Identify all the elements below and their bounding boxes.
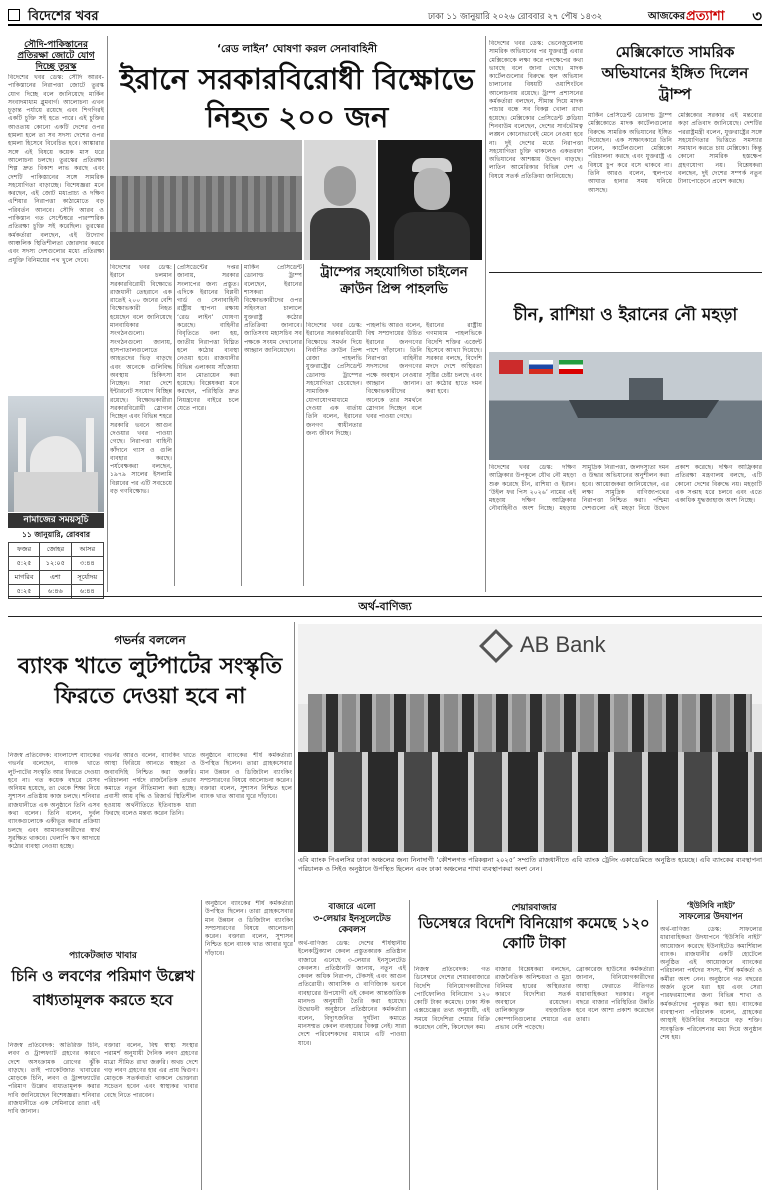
venezuela-body: বিদেশের খবর ডেস্ক: ভেনেজুয়েলায় সামরিক অভিযানের পর যুক্তরাষ্ট্র এবার মেক্সিকোকে লক্ষ্য করে পদক্ষেপের কথা ভাবছে বলে জানা গেছে। মাদক কার্টেলগুলোর বিরুদ্ধে স্থল অভিযান চালানোর বিষয়টি ওয়াশিংটনে আলোচনায় রয়েছে। ট্রাম্প প্রশাসনের কর্মকর্তারা বলছেন, সীমান্ত দিয়ে মাদক পাচার বন্ধে সব বিকল্প খোলা রাখা হয়েছে। মেক্সিকোর প্রেসিডেন্ট ক্লডিয়া শিনবাউম বলেছেন, দেশের সার্বভৌমত্ব লঙ্ঘন কোনোভাবেই মেনে নেওয়া হবে না। দুই দেশের মধ্যে নিরাপত্তা সহযোগিতা চুক্তি থাকলেও একতরফা অভিযানের আশঙ্কায় উদ্বেগ বাড়ছে। লাতিন আমেরিকার বিভিন্ন দেশ এ বিষয়ে সতর্ক প্রতিক্রিয়া জানিয়েছে।: [489, 40, 583, 180]
group-people-front: [298, 752, 762, 852]
paper-logo: প্রত্যাশা: [686, 9, 725, 24]
pahlavi-body-col1: বিদেশের খবর ডেস্ক: ইরানের সরকারবিরোধী বিক্ষোভে সমর্থন দিয়ে নির্বাসিত ক্রাউন প্রিন্স রেজা পাহলভি যুক্তরাষ্ট্রের প্রেসিডেন্ট ডোনাল্ড ট্রাম্পের সহযোগিতা চেয়েছেন। সামাজিক যোগাযোগমাধ্যমে দেওয়া এক বার্তায় তিনি বলেন, ইরানের জনগণ স্বাধীনতার জন্য জীবন দিচ্ছে।: [306, 322, 362, 437]
ucb-headline: সাফল্যের উদযাপন: [679, 912, 743, 922]
salt-kicker: প্যাকেটজাত খাবার: [69, 951, 137, 961]
prayer-row: [9, 557, 104, 571]
column-divider: [241, 264, 242, 586]
flag-russia: [529, 360, 553, 374]
pahlavi-photo: [304, 140, 376, 260]
group-people-back: [308, 694, 752, 754]
soldiers-ground: [110, 232, 302, 260]
prayer-cell: ৬:৪৬: [40, 585, 71, 599]
bank-body-col3: অনুষ্ঠানে ব্যাংকের শীর্ষ কর্মকর্তারা উপস্থিত ছিলেন। তারা গ্রাহকসেবার মান উন্নয়ন ও ডিজিটাল ব্যাংকিং সম্প্রসারণের বিষয়ে আলোচনা করেন। বক্তারা বলেন, সুশাসন নিশ্চিত হলে ব্যাংক খাত আবার ঘুরে দাঁড়াবে।: [200, 752, 292, 801]
salt-body-col2: বক্তারা বলেন, বিশ্ব স্বাস্থ্য সংস্থার পরামর্শ অনুযায়ী দৈনিক লবণ গ্রহণের মাত্রা সীমিত রাখা জরুরি। অথচ দেশে গড় লবণ গ্রহণের হার এর প্রায় দ্বিগুণ। মোড়কে সতর্কবার্তা থাকলে ভোক্তারা সচেতন হবেন এবং স্বাস্থ্যকর খাবার বেছে নিতে পারবেন।: [104, 1042, 198, 1099]
paper-prefix: আজকের: [648, 11, 686, 22]
column-divider: [294, 622, 295, 942]
section-title: বিদেশের খবর: [28, 9, 99, 24]
prayer-date: ১১ জানুয়ারি, রোববার: [21, 530, 91, 539]
prayer-table: [8, 542, 104, 599]
trump-suit: [394, 212, 470, 260]
pahlavi-headline: ট্রাম্পের সহযোগিতা চাইলেন ক্রাউন প্রিন্স পাহলভি: [320, 265, 468, 297]
pahlavi-face: [324, 166, 356, 206]
economy-section-label: অর্থ-বাণিজ্য: [358, 600, 412, 613]
pahlavi-body-col2: পাহলভি আরও বলেন, বিশ্ব সম্প্রদায়ের উচিত ইরানের জনগণের পাশে দাঁড়ানো। তিনি নিরাপত্তা বাহিনীর সদস্যদের জনগণের পক্ষে অবস্থান নেওয়ার আহ্বান জানান। বিক্ষোভকারীদের অনেকে তার সমর্থনে স্লোগান দিচ্ছেন বলে খবর পাওয়া গেছে।: [366, 322, 422, 421]
pahlavi-body-col3: ইরানের রাষ্ট্রীয় গণমাধ্যম পাহলভিকে বিদেশি শক্তির এজেন্ট হিসেবে আখ্যা দিয়েছে। সরকার বলছে, বিদেশি মদদে দেশে অস্থিরতা সৃষ্টির চেষ্টা চলছে এবং তা কঠোর হাতে দমন করা হবে।: [426, 322, 482, 396]
prayer-cell: ১২:০৫: [40, 557, 71, 571]
saudi-headline: সৌদি-পাকিস্তানের প্রতিরক্ষা জোটে যোগ দিচ্ছে তুরস্ক: [17, 40, 95, 72]
section-rule: [8, 596, 762, 597]
ab-bank-caption: এবি ব্যাংক পিএলসির ঢাকা অঞ্চলের জন্য নিনাদাগী ‘কৌশলগত পরিকল্পনা ২০২৫’ সম্প্রতি রাজধানীতে এবি ব্যাংক ট্রেনিং একাডেমিতে অনুষ্ঠিত হয়েছে। এবি ব্যাংকের ব্যবস্থাপনা পরিচালক ও সিইও অনুষ্ঠানে উপস্থিত ছিলেন এবং ঢাকা অঞ্চলের শাখা ব্যবস্থাপকরা অংশ নেন।: [298, 856, 762, 873]
prayer-cell: আসর: [71, 543, 103, 557]
trump-face: [414, 168, 450, 210]
salt-body-col1: নিজস্ব প্রতিবেদক: অতিরিক্ত চিনি, লবণ ও ট্রান্সফ্যাট গ্রহণের কারণে দেশে অসংক্রামক রোগের ঝুঁকি বাড়ছে। তাই প্যাকেটজাত খাবারের মোড়কে চিনি, লবণ ও ট্রান্সফ্যাটের পরিমাণ উল্লেখ বাধ্যতামূলক করার দাবি জানিয়েছেন বিশেষজ্ঞরা। শনিবার রাজধানীতে এক সেমিনারে তারা এই দাবি জানান।: [8, 1042, 100, 1116]
salt-headline: চিনি ও লবণের পরিমাণ উল্লেখ বাধ্যতামূলক করতে হবে: [11, 967, 195, 1009]
iran-kicker: ‘রেড লাইন’ ঘোষণা করল সেনাবাহিনী: [216, 43, 378, 55]
pahlavi-suit: [310, 208, 370, 260]
column-divider: [485, 36, 486, 592]
prayer-cell: মাগরিব: [9, 571, 40, 585]
prayer-title: নামাজের সময়সূচি: [8, 513, 104, 528]
mexico-headline: মেক্সিকোতে সামরিক অভিযানের ইঙ্গিত দিলেন ট্রাম্প: [601, 43, 749, 103]
column-divider: [657, 900, 658, 1190]
column-divider: [107, 36, 108, 592]
mexico-body-col2: মেক্সিকোর সরকার এই মন্তব্যের কড়া প্রতিবাদ জানিয়েছে। দেশটির পররাষ্ট্রমন্ত্রী বলেন, যুক্তরাষ্ট্রের সঙ্গে সহযোগিতার ভিত্তিতে সমস্যার সমাধান করতে চায় মেক্সিকো। কিন্তু কোনো সামরিক হস্তক্ষেপ গ্রহণযোগ্য নয়। বিশ্লেষকরা বলছেন, দুই দেশের সম্পর্ক নতুন টানাপোড়েনে প্রবেশ করছে।: [678, 112, 762, 186]
flag-iran: [559, 360, 583, 374]
ucb-kicker: ‘ইউসিবি নাইট’: [686, 901, 736, 910]
saudi-body: বিদেশের খবর ডেস্ক: সৌদি আরব-পাকিস্তানের নিরাপত্তা জোটে তুরস্ক যোগ দিচ্ছে বলে জানিয়েছে মার্কিন সংবাদমাধ্যম ব্লুমবার্গ। আলোচনা এখন চূড়ান্ত পর্যায়ে রয়েছে এবং শিগগিরই একটি চুক্তি সই হতে পারে। এই চুক্তির আওতায় কোনো একটি দেশের ওপর হামলা হলে তা সব সদস্য দেশের ওপর হামলা হিসেবে বিবেচিত হবে। আঙ্কারার সঙ্গে এই বিষয়ে কয়েক মাস ধরে আলোচনা চলছে। তুরস্কের প্রতিরক্ষা শিল্প দ্রুত বিকাশ লাভ করছে এবং দেশটি পাকিস্তানের সঙ্গে সামরিক সহযোগিতা বাড়াচ্ছে। বিশেষজ্ঞরা মনে করছেন, এই জোট মধ্যপ্রাচ্য ও দক্ষিণ এশিয়ার নিরাপত্তা কাঠামোতে বড় পরিবর্তন আনবে। সৌদি আরব ও পাকিস্তান গত সেপ্টেম্বরে পারস্পরিক প্রতিরক্ষা চুক্তি সই করেছিল। তুরস্কের কর্মকর্তারা বলছেন, এই উদ্যোগ আঞ্চলিক স্থিতিশীলতা জোরদার করবে এবং সদস্য দেশগুলোর মধ্যে প্রতিরক্ষা প্রযুক্তি বিনিময়ের পথ খুলে দেবে।: [8, 74, 104, 264]
share-body-col3: ব্রোকারেজ হাউসের কর্মকর্তারা জানান, বিনিয়োগকারীদের আস্থা ফেরাতে নীতিগত ধারাবাহিকতা দরকার। নতুন বছরে বাজার পরিস্থিতির উন্নতি হবে বলে আশা প্রকাশ করেছেন তারা।: [576, 966, 654, 1023]
share-headline: ডিসেম্বরে বিদেশি বিনিয়োগ কমেছে ১২০ কোটি টাকা: [418, 916, 650, 952]
mosque-dome: [30, 436, 82, 472]
prayer-cell: ফজর: [9, 543, 40, 557]
market-body: অর্থ-বাণিজ্য ডেস্ক: দেশের শীর্ষস্থানীয় ইলেকট্রিক্যাল কেবল প্রস্তুতকারক প্রতিষ্ঠান বাজারে এনেছে ৩-লেয়ার ইনসুলেটেড কেবলস। প্রতিষ্ঠানটি জানায়, নতুন এই কেবল অধিক নিরাপদ, টেকসই এবং আগুন প্রতিরোধী। আবাসিক ও বাণিজ্যিক ভবনে ব্যবহারের উপযোগী এই কেবল আন্তর্জাতিক মানদণ্ড অনুযায়ী তৈরি করা হয়েছে। উদ্বোধনী অনুষ্ঠানে প্রতিষ্ঠানের কর্মকর্তারা বলেন, বিদ্যুৎজনিত দুর্ঘটনা কমাতে মানসম্মত কেবল ব্যবহারের বিকল্প নেই। সারা দেশে পরিবেশকদের মাধ্যমে এটি পাওয়া যাবে।: [298, 940, 406, 1047]
iran-body-col3: মার্কিন প্রেসিডেন্ট ডোনাল্ড ট্রাম্প বলেছেন, ইরানের শাসকরা বিক্ষোভকারীদের ওপর সহিংসতা চালালে যুক্তরাষ্ট্র কঠোর প্রতিক্রিয়া জানাবে। জাতিসংঘ মহাসচিব সব পক্ষকে সংযম দেখানোর আহ্বান জানিয়েছেন।: [244, 264, 302, 354]
market-headline: ৩-লেয়ার ইনসুলেটেড কেবলস: [313, 914, 391, 935]
story-divider: [489, 272, 762, 273]
column-divider: [201, 900, 202, 1190]
iran-body-col1: বিদেশের খবর ডেস্ক: ইরানে চলমান সরকারবিরোধী বিক্ষোভে রাজধানী তেহরানে এক রাতেই ২০০ জনের বেশি বিক্ষোভকারী নিহত হয়েছেন বলে জানিয়েছে মানবাধিকার সংগঠনগুলো। সংগঠনগুলো জানায়, হাসপাতালগুলোতে আহতদের ভিড় বাড়ছে এবং অনেকে গুলিবিদ্ধ অবস্থায় চিকিৎসা নিচ্ছেন। সারা দেশে ইন্টারনেট সংযোগ বিচ্ছিন্ন রয়েছে। বিক্ষোভকারীরা সরকারবিরোধী স্লোগান দিচ্ছেন এবং বিভিন্ন শহরে সরকারি ভবনে আগুন দেওয়ার খবর পাওয়া গেছে। নিরাপত্তা বাহিনী কাঁদানে গ্যাস ও গুলি ব্যবহার করছে। পর্যবেক্ষকরা বলছেন, ১৯৭৯ সালের ইসলামি বিপ্লবের পর এটি সবচেয়ে বড় গণবিক্ষোভ।: [110, 264, 172, 496]
soldiers-sky: [110, 140, 302, 176]
dateline: ঢাকা ১১ জানুয়ারি ২০২৬ রোববার ২৭ পৌষ ১৪৩২: [428, 12, 603, 22]
warship-tower: [629, 378, 663, 400]
bank-body-col1: নিজস্ব প্রতিবেদক: বাংলাদেশ ব্যাংকের গভর্নর বলেছেন, ব্যাংক খাতে লুটপাটের সংস্কৃতি আর ফিরতে দেওয়া হবে না। গত কয়েক বছরে যেসব অনিয়ম হয়েছে, তা থেকে শিক্ষা নিয়ে সুশাসন প্রতিষ্ঠায় কাজ চলছে। শনিবার রাজধানীতে এক অনুষ্ঠানে তিনি এসব কথা বলেন। তিনি বলেন, দুর্বল ব্যাংকগুলোকে একীভূত করার প্রক্রিয়া চলছে এবং আমানতকারীদের স্বার্থ সুরক্ষিত থাকবে। খেলাপি ঋণ আদায়ে কঠোর ব্যবস্থা নেওয়া হচ্ছে।: [8, 752, 100, 851]
ab-bank-photo: [298, 624, 762, 852]
page-number: ৩: [752, 7, 762, 25]
drill-headline: চীন, রাশিয়া ও ইরানের নৌ মহড়া: [513, 305, 738, 325]
warship-photo: [489, 352, 762, 460]
warship-hull: [569, 400, 719, 418]
prayer-row: [9, 571, 104, 585]
mosque-photo: [8, 396, 104, 512]
flag-china: [499, 360, 523, 374]
bank-kicker: গভর্নর বললেন: [114, 633, 186, 647]
menu-icon: [8, 9, 20, 21]
market-lead-text: অনুষ্ঠানে ব্যাংকের শীর্ষ কর্মকর্তারা উপস্থিত ছিলেন। তারা গ্রাহকসেবার মান উন্নয়ন ও ডিজিটাল ব্যাংকিং সম্প্রসারণের বিষয়ে আলোচনা করেন। বক্তারা বলেন, সুশাসন নিশ্চিত হলে ব্যাংক খাত আবার ঘুরে দাঁড়াবে।: [205, 900, 293, 957]
column-divider: [174, 264, 175, 586]
bank-body-col2: গভর্নর আরও বলেন, ব্যাংকিং খাতে আস্থা ফিরিয়ে আনতে স্বচ্ছতা ও জবাবদিহি নিশ্চিত করা জরুরি। পরিচালনা পর্ষদে রাজনৈতিক প্রভাব কমাতে নতুন নীতিমালা করা হচ্ছে। প্রবাসী আয় বৃদ্ধি ও রিজার্ভ স্থিতিশীল হওয়ায় অর্থনীতিতে ইতিবাচক ধারা ফিরছে বলেও মন্তব্য করেন তিনি।: [104, 752, 196, 818]
prayer-cell: ৫:২৫: [9, 585, 40, 599]
prayer-cell: জোহর: [40, 543, 71, 557]
mosque-base: [14, 472, 98, 512]
prayer-cell: ৩:৪৪: [71, 557, 103, 571]
trump-photo: [378, 140, 482, 260]
share-body-col2: বাজার বিশ্লেষকরা বলছেন, রাজনৈতিক অনিশ্চয়তা ও মুদ্রা বিনিময় হারের অস্থিরতার কারণে বিদেশিরা সতর্ক অবস্থানে রয়েছেন। তালিকাভুক্ত বহুজাতিক কোম্পানিগুলোর শেয়ারে এর প্রভাব বেশি পড়েছে।: [495, 966, 571, 1032]
ab-bank-logo-text: AB Bank: [520, 632, 606, 657]
prayer-cell: সূর্যোদয়: [71, 571, 103, 585]
soldiers-photo: [110, 140, 302, 260]
column-divider: [303, 264, 304, 586]
market-kicker: বাজারে এলো: [328, 902, 376, 912]
prayer-cell: ৬:৪৪: [71, 585, 103, 599]
prayer-row: [9, 543, 104, 557]
prayer-cell: এশা: [40, 571, 71, 585]
bank-headline: ব্যাংক খাতে লুটপাটের সংস্কৃতি ফিরতে দেওয়া হবে না: [17, 654, 283, 709]
section-rule: [8, 616, 762, 617]
iran-body-col2: প্রেসিডেন্টের দপ্তর জানায়, সরকার সংলাপের জন্য প্রস্তুত। এদিকে ইরানের বিপ্লবী গার্ড ও সেনাবাহিনী রাষ্ট্রীয় স্থাপনা রক্ষায় ‘রেড লাইন’ ঘোষণা করেছে। বাহিনীর বিবৃতিতে বলা হয়, জাতীয় নিরাপত্তা বিঘ্নিত হলে কঠোর ব্যবস্থা নেওয়া হবে। রাজধানীর বিভিন্ন এলাকায় সাঁজোয়া যান মোতায়েন করা হয়েছে। বিশ্লেষকরা মনে করছেন, পরিস্থিতি দ্রুত নিয়ন্ত্রণের বাইরে চলে যেতে পারে।: [177, 264, 239, 413]
drill-body: বিদেশের খবর ডেস্ক: দক্ষিণ আফ্রিকার উপকূলে যৌথ নৌ মহড়া শুরু করেছে চীন, রাশিয়া ও ইরান। ‘উইল ফর পিস ২০২৬’ নামের এই মহড়ায় দক্ষিণ আফ্রিকার নৌবাহিনীও অংশ নিচ্ছে। মহড়ায় সামুদ্রিক নিরাপত্তা, জলদস্যুতা দমন ও উদ্ধার অভিযানের অনুশীলন করা হবে। আয়োজকরা জানিয়েছেন, এর লক্ষ্য সামুদ্রিক বাণিজ্যপথের নিরাপত্তা নিশ্চিত করা। পশ্চিমা দেশগুলো এই মহড়া নিয়ে উদ্বেগ প্রকাশ করেছে। দক্ষিণ আফ্রিকার প্রতিরক্ষা মন্ত্রণালয় বলছে, এটি কোনো দেশের বিরুদ্ধে নয়। মহড়াটি এক সপ্তাহ ধরে চলবে এবং এতে একাধিক যুদ্ধজাহাজ অংশ নিচ্ছে।: [489, 464, 762, 513]
iran-headline: ইরানে সরকারবিরোধী বিক্ষোভে নিহত ২০০ জন: [119, 62, 475, 134]
share-body-col1: নিজস্ব প্রতিবেদক: গত ডিসেম্বরে দেশের শেয়ারবাজারে বিদেশি বিনিয়োগকারীদের পোর্টফোলিও বিনিয়োগ ১২০ কোটি টাকা কমেছে। ঢাকা স্টক এক্সচেঞ্জের তথ্য অনুযায়ী, এই সময়ে বিদেশিরা শেয়ার বিক্রি করেছেন বেশি, কিনেছেন কম।: [414, 966, 490, 1032]
share-kicker: শেয়ারবাজার: [511, 903, 557, 913]
ucb-body: অর্থ-বাণিজ্য ডেস্ক: সাফল্যের ধারাবাহিকতা উদযাপনে ‘ইউসিবি নাইট’ আয়োজন করেছে ইউনাইটেড কমার্শিয়াল ব্যাংক। রাজধানীর একটি হোটেলে অনুষ্ঠিত এই আয়োজনে ব্যাংকের পরিচালনা পর্ষদের সদস্য, শীর্ষ কর্মকর্তা ও কর্মীরা অংশ নেন। অনুষ্ঠানে গত বছরের অর্জন তুলে ধরা হয় এবং সেরা পারফরম্যান্সের জন্য বিভিন্ন শাখা ও কর্মকর্তাদের পুরস্কৃত করা হয়। ব্যাংকের ব্যবস্থাপনা পরিচালক বলেন, গ্রাহকের আস্থাই ইউসিবির সবচেয়ে বড় শক্তি। সাংস্কৃতিক পরিবেশনার মধ্য দিয়ে অনুষ্ঠান শেষ হয়।: [660, 926, 762, 1041]
page-header: [8, 6, 762, 26]
prayer-cell: ৫:২৫: [9, 557, 40, 571]
column-divider: [409, 900, 410, 1190]
mexico-body-col1: মার্কিন প্রেসিডেন্ট ডোনাল্ড ট্রাম্প মেক্সিকোতে মাদক কার্টেলগুলোর বিরুদ্ধে সামরিক অভিযানের ইঙ্গিত দিয়েছেন। এক সাক্ষাৎকারে তিনি বলেন, কার্টেলগুলো মেক্সিকো পরিচালনা করছে এবং যুক্তরাষ্ট্র এ বিষয়ে চুপ করে বসে থাকবে না। তিনি আরও বলেন, স্থলপথে আঘাত হানার সময় ঘনিয়ে আসছে।: [588, 112, 672, 194]
